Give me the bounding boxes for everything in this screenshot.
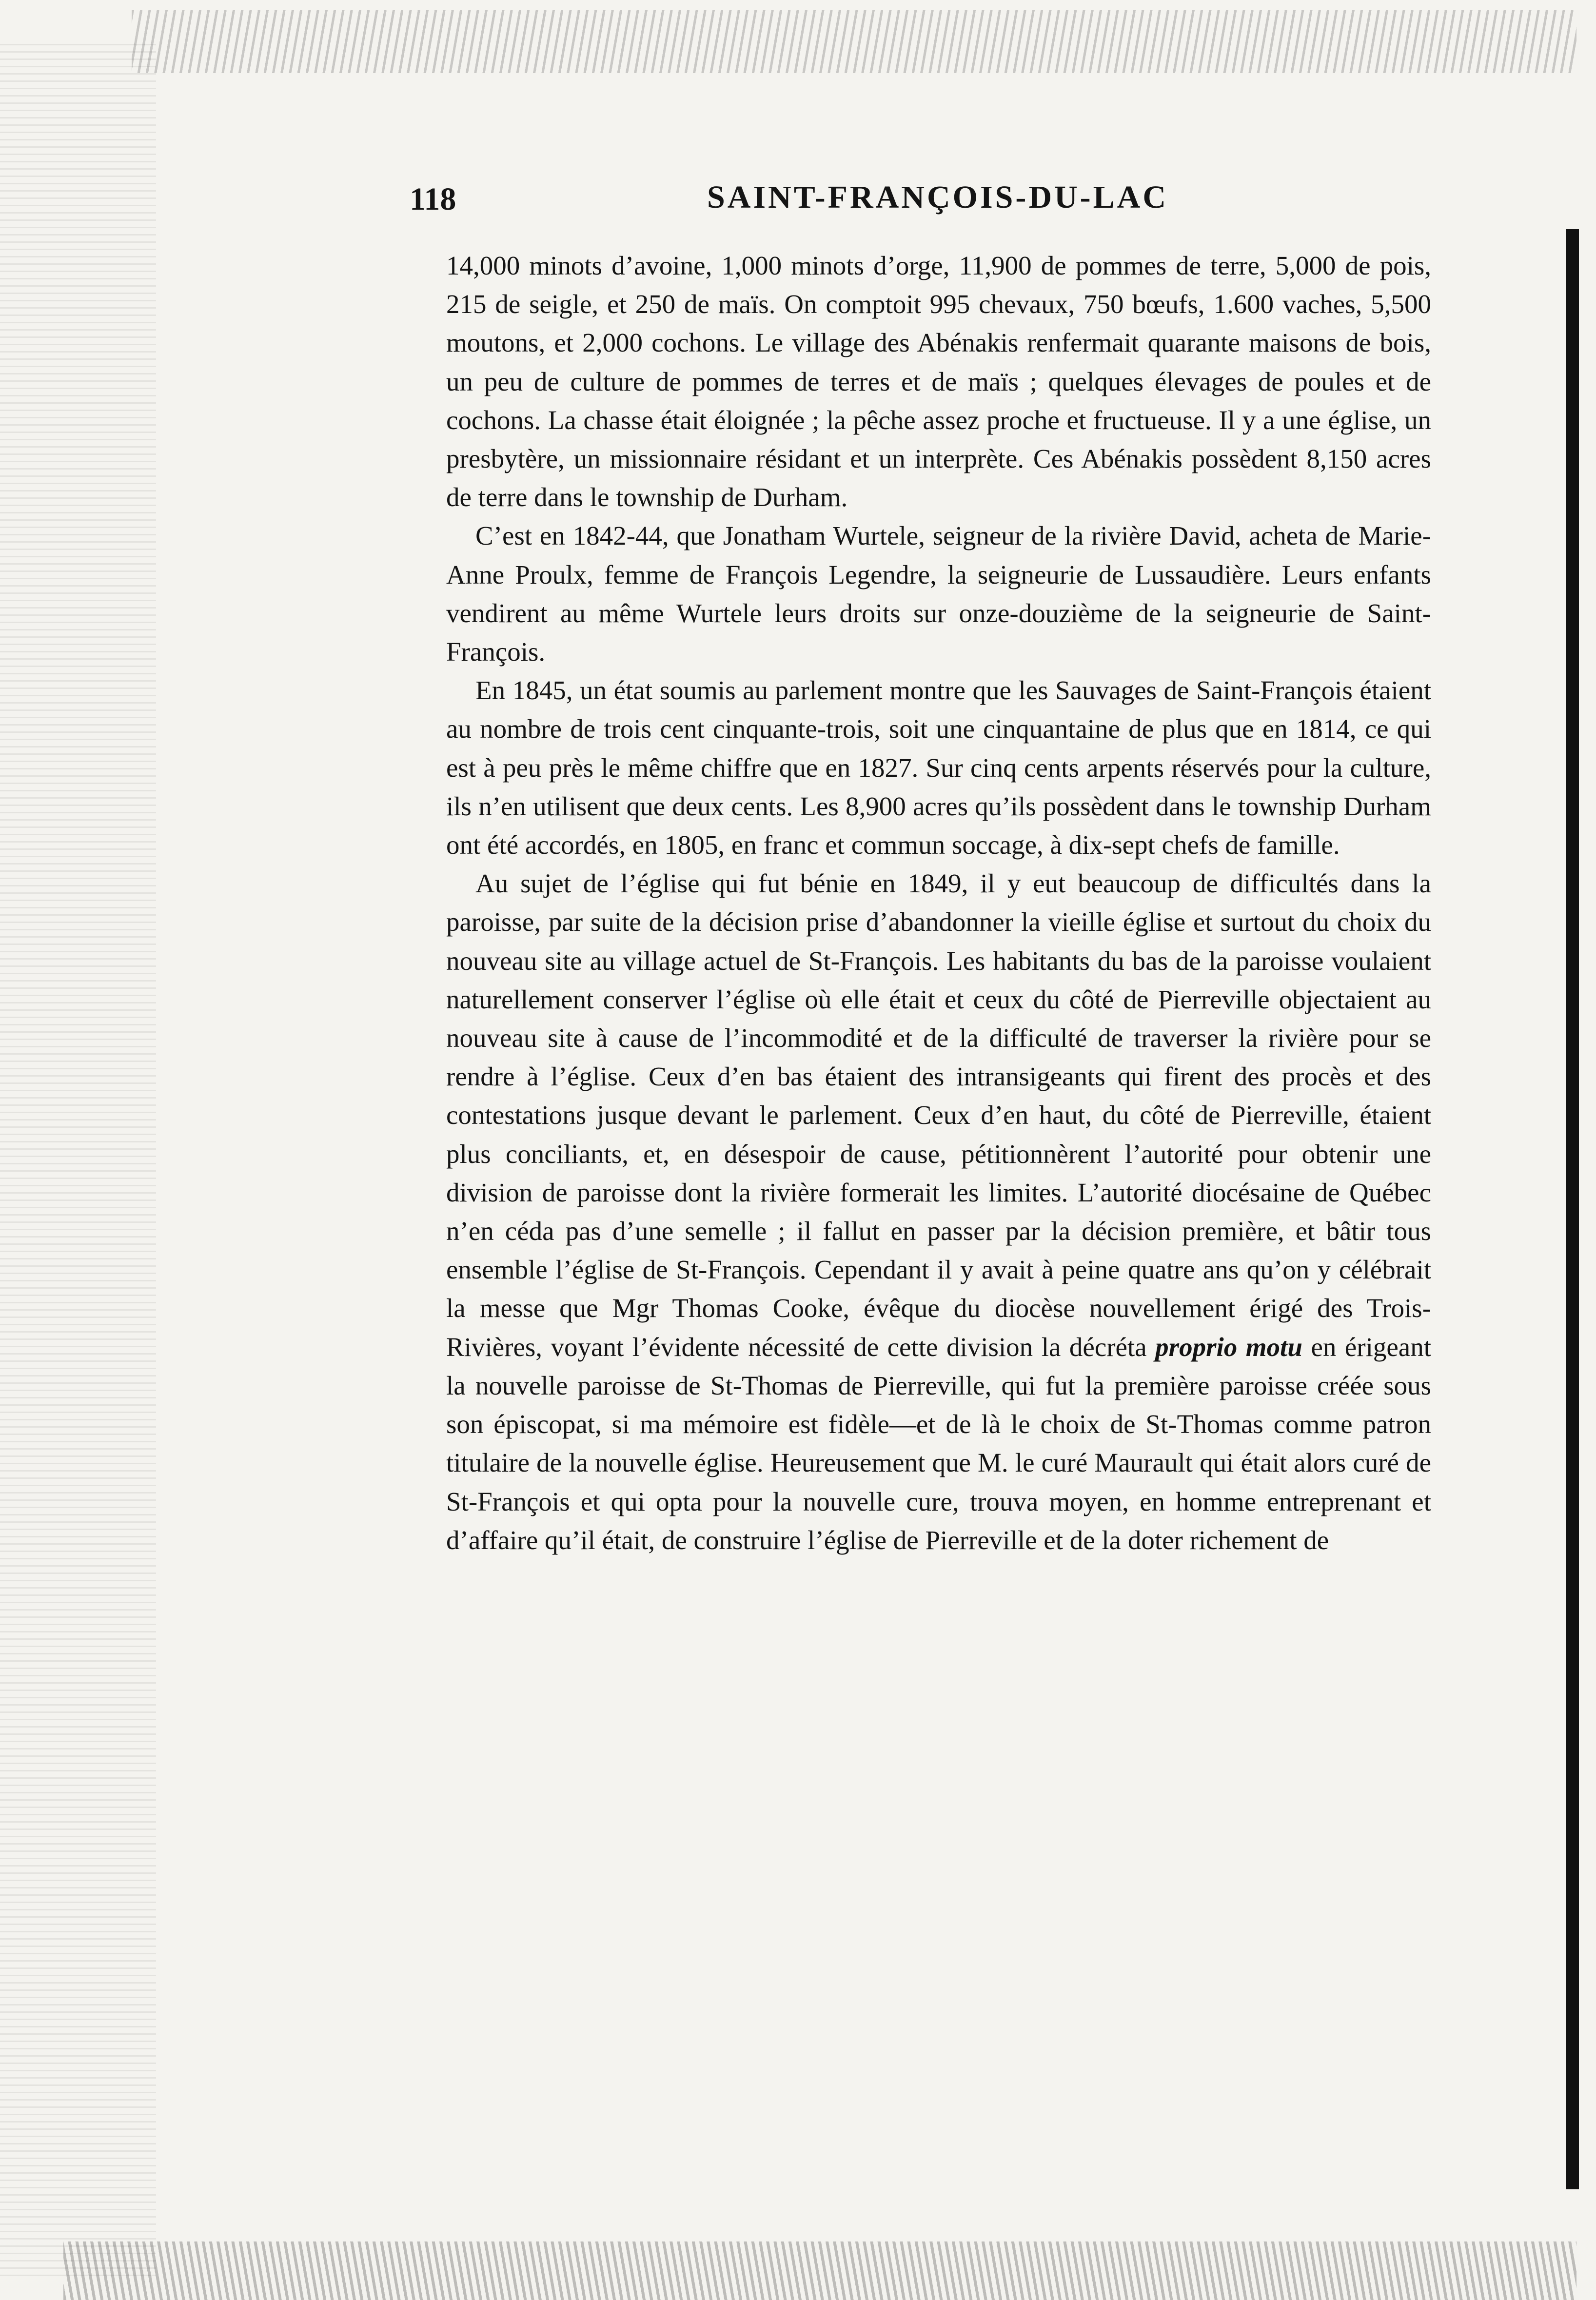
running-head: SAINT-FRANÇOIS-DU-LAC	[707, 179, 1168, 215]
paragraph-4-part-1: Au sujet de l’église qui fut bénie en 1849, il y eut beaucoup de difficultés dans la paroisse, par suite de la décision prise d’abandonner la vieille église et surtout du choix du nouveau site au village actuel de St-François. Les habitants du bas de la paroisse voulaient naturellement conserver l’église où elle était et ceux du côté de Pierreville objectaient au nouveau site à cause de l’incommodité et de la difficulté de traverser la rivière pour se rendre à l’église. Ceux d’en bas étaient des intransigeants qui firent des procès et des contestations jusque devant le parlement. Ceux d’en haut, du côté de Pierreville, étaient plus conciliants, et, en désespoir de cause, pétitionnèrent l’autorité pour obtenir une division de paroisse dont la rivière formerait les limites. L’autorité diocésaine de Québec n’en céda pas d’une semelle ; il fallut en passer par la décision première, et bâtir tous ensemble l’église de St-François. Cependant il y avait à peine quatre ans qu’on y célébrait la messe que Mgr Thomas Cooke, évêque du diocèse nouvellement érigé des Trois-Rivières, voyant l’évidente nécessité de cette division la décréta	[446, 868, 1431, 1362]
page-number: 118	[410, 181, 456, 217]
scan-noise-bottom	[63, 2241, 1576, 2300]
italic-phrase: proprio motu	[1155, 1332, 1302, 1362]
paragraph-3: En 1845, un état soumis au parlement montre que les Sauvages de Saint-François étaient au nombre de trois cent cinquante-trois, soit une cinquantaine de plus que en 1814, ce qui est à peu près le même chiffre que en 1827. Sur cinq cents arpents réservés pour la culture, ils n’en utilisent que deux cents. Les 8,900 acres qu’ils possèdent dans le township Durham ont été accordés, en 1805, en franc et commun soccage, à dix-sept chefs de famille.	[446, 675, 1431, 860]
scan-noise-top	[132, 10, 1576, 73]
body-text	[446, 246, 1431, 1559]
page-edge-shadow	[1566, 229, 1579, 2189]
paragraph-2: C’est en 1842-44, que Jonatham Wurtele, seigneur de la rivière David, acheta de Marie-Anne Proulx, femme de François Legendre, la seigneurie de Lussaudière. Leurs enfants vendirent au même Wurtele leurs droits sur onze-douzième de la seigneurie de Saint-François.	[446, 521, 1431, 667]
paragraph-4	[446, 864, 1431, 1559]
paragraph-1: 14,000 minots d’avoine, 1,000 minots d’orge, 11,900 de pommes de terre, 5,000 de pois, 215 de seigle, et 250 de maïs. On comptoit 995 chevaux, 750 bœufs, 1.600 vaches, 5,500 moutons, et 2,000 cochons. Le village des Abénakis renfermait quarante maisons de bois, un peu de culture de pommes de terres et de maïs ; quelques élevages de poules et de cochons. La chasse était éloignée ; la pêche assez proche et fructueuse. Il y a une église, un presbytère, un missionnaire résidant et un interprète. Ces Abénakis possèdent 8,150 acres de terre dans le township de Durham.	[446, 251, 1431, 512]
scan-noise-left	[0, 44, 156, 2280]
paragraph-4-part-2: en érigeant la nouvelle paroisse de St-Thomas de Pierreville, qui fut la première paroisse créée sous son épiscopat, si ma mémoire est fidèle—et de là le choix de St-Thomas comme patron titulaire de la nouvelle église. Heureusement que M. le curé Maurault qui était alors curé de St-François et qui opta pour la nouvelle cure, trouva moyen, en homme entreprenant et d’affaire qu’il était, de construire l’église de Pierreville et de la doter richement de	[446, 1332, 1431, 1555]
